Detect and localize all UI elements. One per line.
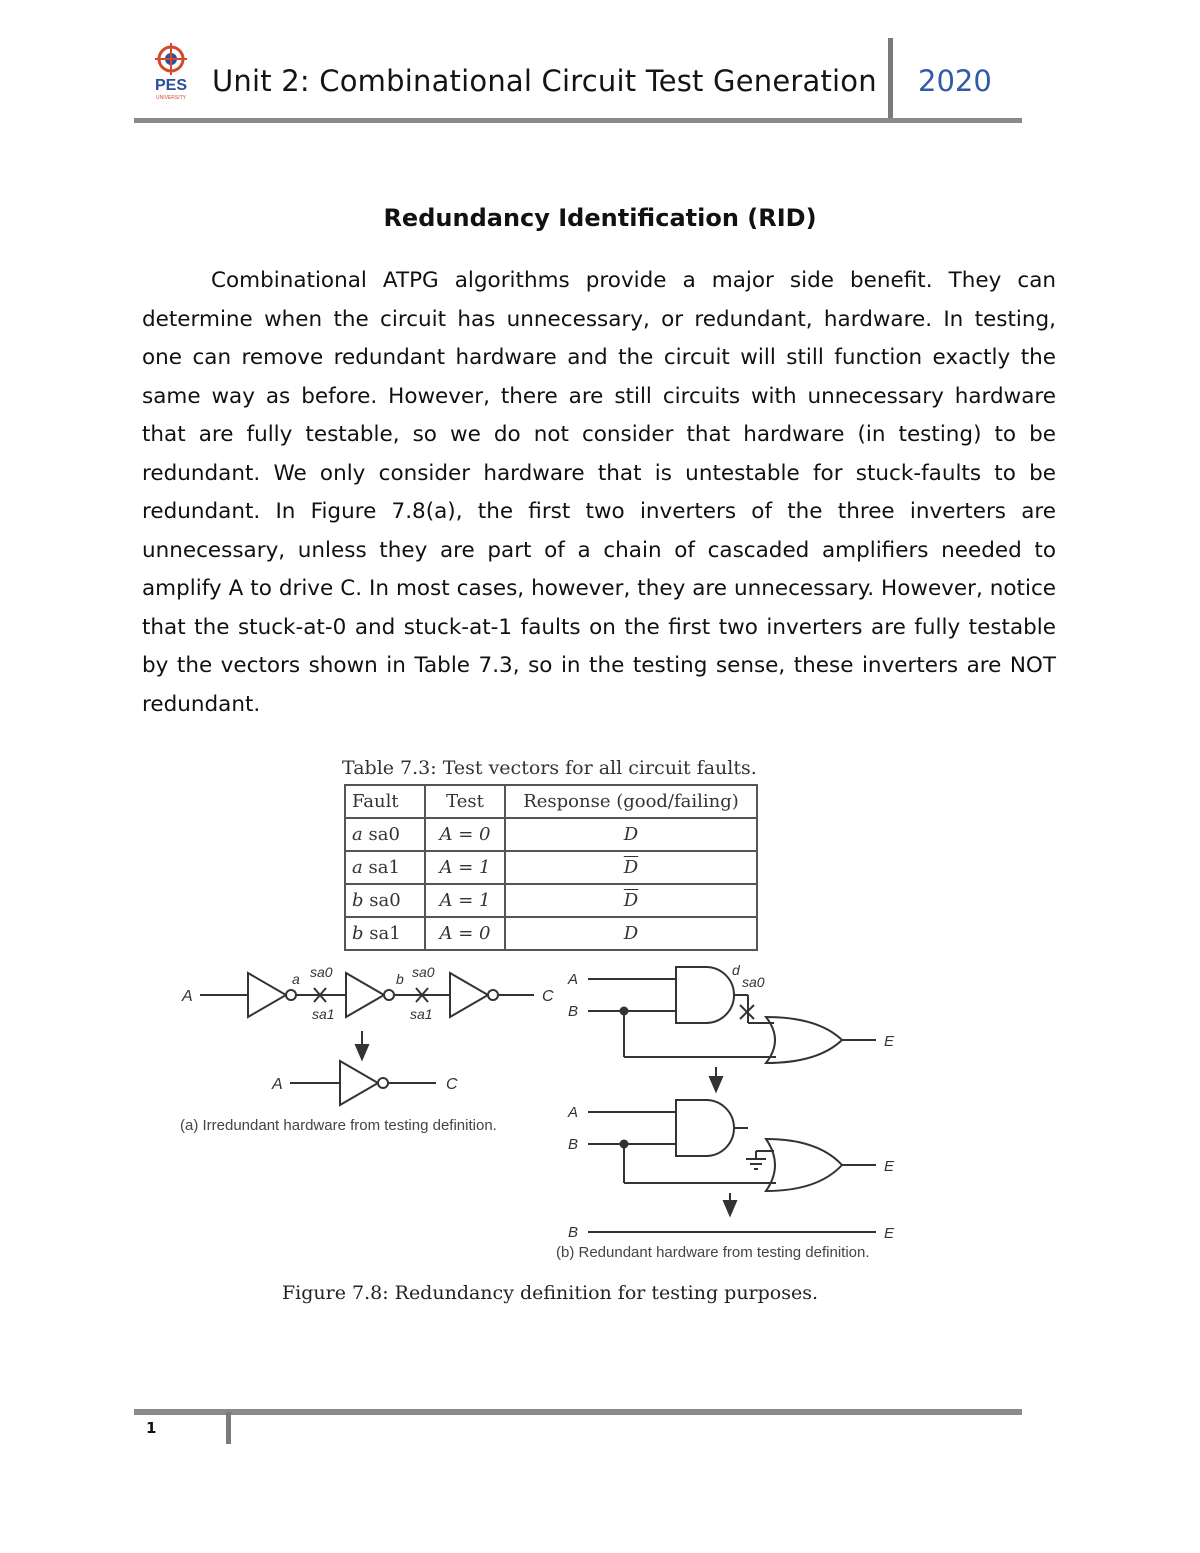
figure-caption: Figure 7.8: Redundancy definition for testing purposes. — [281, 1282, 819, 1304]
table-header-fault: Fault — [345, 785, 425, 818]
svg-text:A: A — [568, 1104, 579, 1121]
and-gate — [676, 967, 734, 1023]
test-cell: A = 1 — [425, 851, 505, 884]
svg-text:sa0: sa0 — [412, 964, 435, 980]
arrow-down-icon — [724, 1201, 736, 1215]
inverter-chain-diagram — [180, 964, 554, 1134]
response-cell: D — [505, 917, 757, 950]
body-paragraph: Combinational ATPG algorithms provide a major side benefit. They can determine when the circuit has unnecessary, or redundant, hardware. In testing, one can remove redundant hardware and the circuit will still function exactly the same way as before. However, there are still circuits with unnecessary hardware that are fully testable, so we do not consider that hardware (in testing) to be redundant. We only consider hardware that is untestable for stuck-faults to be redundant. In Figure 7.8(a), the first two inverters of the three inverters are unnecessary, unless they are part of a chain of cascaded amplifiers needed to amplify A to drive C. In most cases, however, they are unnecessary. However, notice that the stuck-at-0 and stuck-at-1 faults on the first two inverters are fully testable by the vectors shown in Table 7.3, so in the testing sense, these inverters are NOT redundant. — [142, 268, 1056, 717]
footer-separator — [226, 1412, 231, 1444]
svg-text:sa1: sa1 — [312, 1006, 335, 1022]
response-cell: $\overline{D}$ — [505, 884, 757, 917]
pes-university-logo — [148, 42, 194, 102]
svg-text:E: E — [884, 1033, 895, 1050]
test-cell: A = 1 — [425, 884, 505, 917]
svg-text:C: C — [446, 1076, 458, 1093]
inverter-gate-1 — [248, 973, 286, 1017]
table-caption: Table 7.3: Test vectors for all circuit faults. — [342, 757, 757, 779]
fault-cell: b sa1 — [345, 917, 425, 950]
logo-subtext: UNIVERSITY — [155, 95, 187, 101]
svg-text:a: a — [292, 971, 300, 987]
section-heading: Redundancy Identification (RID) — [383, 204, 817, 232]
footer-rule — [134, 1409, 1022, 1415]
caption-a: (a) Irredundant hardware from testing definition. — [180, 1117, 497, 1134]
response-cell: $\overline{D}$ — [505, 851, 757, 884]
svg-text:E: E — [884, 1225, 895, 1242]
fault-cell: a sa0 — [345, 818, 425, 851]
svg-text:A: A — [568, 971, 579, 988]
fault-cell: b sa0 — [345, 884, 425, 917]
svg-text:sa0: sa0 — [310, 964, 333, 980]
table-row — [345, 851, 757, 884]
header-title: Unit 2: Combinational Circuit Test Generation — [212, 64, 877, 98]
svg-text:C: C — [542, 988, 554, 1005]
and-or-diagram — [556, 962, 895, 1261]
svg-text:b: b — [396, 971, 404, 987]
page-number: 1 — [146, 1419, 157, 1437]
arrow-down-icon — [710, 1077, 722, 1091]
svg-text:A: A — [182, 988, 193, 1005]
inverter-gate-3 — [450, 973, 488, 1017]
table-row — [345, 884, 757, 917]
svg-text:E: E — [884, 1158, 895, 1175]
redundancy-figure — [170, 955, 930, 1275]
test-vectors-table — [344, 784, 758, 951]
and-gate — [676, 1100, 734, 1156]
svg-text:B: B — [568, 1224, 579, 1241]
svg-text:A: A — [272, 1076, 283, 1093]
or-gate — [766, 1017, 842, 1063]
svg-text:sa1: sa1 — [410, 1006, 433, 1022]
logo-text: PES — [154, 77, 188, 94]
svg-text:sa0: sa0 — [742, 974, 765, 990]
fault-cell: a sa1 — [345, 851, 425, 884]
svg-text:d: d — [732, 962, 740, 978]
test-cell: A = 0 — [425, 917, 505, 950]
table-header-row — [345, 785, 757, 818]
inverter-gate-single — [340, 1061, 378, 1105]
svg-text:B: B — [568, 1136, 579, 1153]
arrow-down-icon — [356, 1045, 368, 1059]
svg-text:B: B — [568, 1003, 579, 1020]
caption-b: (b) Redundant hardware from testing definition. — [556, 1244, 870, 1261]
header-separator — [888, 38, 893, 120]
test-cell: A = 0 — [425, 818, 505, 851]
or-gate — [766, 1139, 842, 1191]
response-cell: D — [505, 818, 757, 851]
table-row — [345, 917, 757, 950]
table-header-test: Test — [425, 785, 505, 818]
table-header-response: Response (good/failing) — [505, 785, 757, 818]
header-rule — [134, 118, 1022, 123]
inverter-gate-2 — [346, 973, 384, 1017]
header-year: 2020 — [918, 64, 992, 98]
table-row — [345, 818, 757, 851]
